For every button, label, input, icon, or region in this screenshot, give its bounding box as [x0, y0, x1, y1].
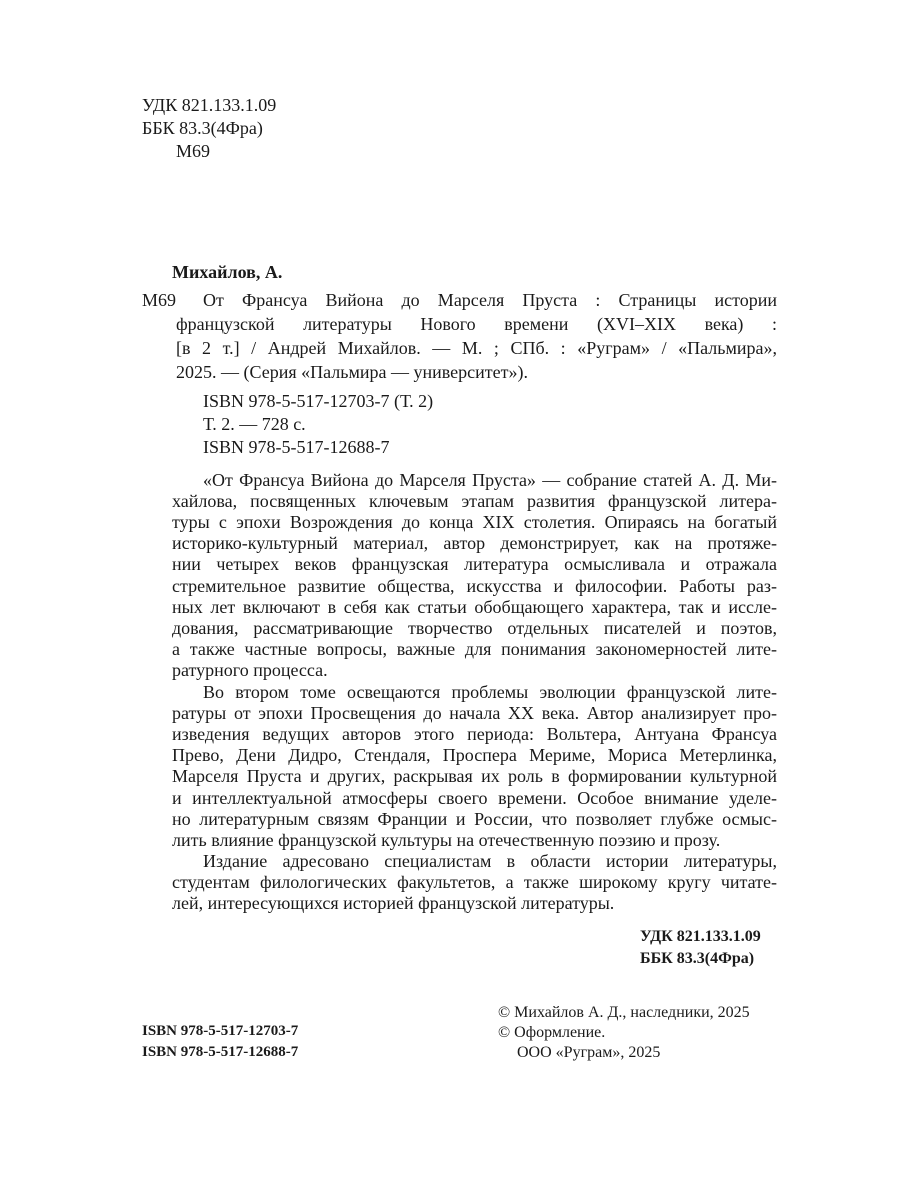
annotation-line: туры с эпохи Возрождения до конца XIX столетия. Опираясь на богатый	[172, 512, 777, 533]
copyright-design: © Оформление.	[498, 1024, 606, 1041]
bbk-code: ББК 83.3(4Фра)	[142, 118, 263, 138]
annotation-line: лей, интересующихся историей французской литературы.	[172, 893, 615, 914]
catalog-title-line: французской литературы Нового времени (XVI–XIX века) :	[176, 314, 777, 334]
annotation-line: ратурного процесса.	[172, 659, 328, 680]
annotation-line: изведения ведущих авторов этого периода: Вольтера, Антуана Франсуа	[172, 724, 777, 745]
isbn-bottom: ISBN 978-5-517-12688-7	[142, 1044, 299, 1060]
udk-code: УДК 821.133.1.09	[142, 95, 277, 115]
isbn-bottom: ISBN 978-5-517-12703-7	[142, 1023, 299, 1039]
copyright-publisher: ООО «Руграм», 2025	[517, 1044, 661, 1061]
catalog-mark: М69	[142, 290, 177, 310]
annotation-line: ных лет включают в себя как статьи обобщающего характера, так и иссле-	[172, 596, 777, 617]
bottom-bbk: ББК 83.3(4Фра)	[640, 950, 755, 967]
isbn-set: ISBN 978-5-517-12688-7	[203, 437, 390, 457]
author-mark: М69	[176, 141, 211, 161]
annotation-line: студентам филологических факультетов, а также широкому кругу читате-	[172, 872, 777, 893]
annotation-line: Прево, Дени Дидро, Стендаля, Проспера Мериме, Мориса Метерлинка,	[172, 745, 777, 766]
volume-pages: Т. 2. — 728 с.	[203, 414, 306, 434]
annotation-line: и интеллектуальной атмосферы своего времени. Особое внимание уделе-	[172, 787, 777, 808]
annotation-line: а также частные вопросы, важные для понимания закономерностей лите-	[172, 638, 777, 659]
annotation-line: Марселя Пруста и других, раскрывая их роль в формировании культурной	[172, 766, 777, 787]
catalog-title-line: 2025. — (Серия «Пальмира — университет»).	[176, 362, 528, 382]
annotation-line: хайлова, посвященных ключевым этапам развития французской литера-	[172, 491, 777, 512]
annotation-line: дования, рассматривающие творчество отдельных писателей и поэтов,	[172, 617, 777, 638]
catalog-title-line: От Франсуа Вийона до Марселя Пруста : Страницы истории	[203, 290, 777, 310]
annotation-line: «От Франсуа Вийона до Марселя Пруста» — собрание статей А. Д. Ми-	[203, 470, 777, 490]
catalog-title-line: [в 2 т.] / Андрей Михайлов. — М. ; СПб. : «Руграм» / «Пальмира»,	[176, 338, 777, 358]
annotation-line: нии четырех веков французская литература осмысливала и отражала	[172, 554, 777, 575]
isbn-volume: ISBN 978-5-517-12703-7 (Т. 2)	[203, 391, 434, 411]
annotation-line: но литературным связям Франции и России, что позволяет глубже осмыс-	[172, 808, 777, 829]
annotation-line: Издание адресовано специалистам в области истории литературы,	[203, 851, 777, 871]
annotation-line: ратуры от эпохи Просвещения до начала XX века. Автор анализирует про-	[172, 703, 777, 724]
annotation-line: лить влияние французской культуры на отечественную поэзию и прозу.	[172, 829, 721, 850]
annotation-line: Во втором томе освещаются проблемы эволюции французской лите-	[203, 682, 777, 702]
bottom-udk: УДК 821.133.1.09	[640, 928, 761, 945]
annotation-line: стремительное развитие общества, искусства и философии. Работы раз-	[172, 575, 777, 596]
annotation-line: историко-культурный материал, автор демонстрирует, как на протяже-	[172, 533, 777, 554]
catalog-author: Михайлов, А.	[172, 262, 283, 282]
copyright-author: © Михайлов А. Д., наследники, 2025	[498, 1004, 750, 1021]
